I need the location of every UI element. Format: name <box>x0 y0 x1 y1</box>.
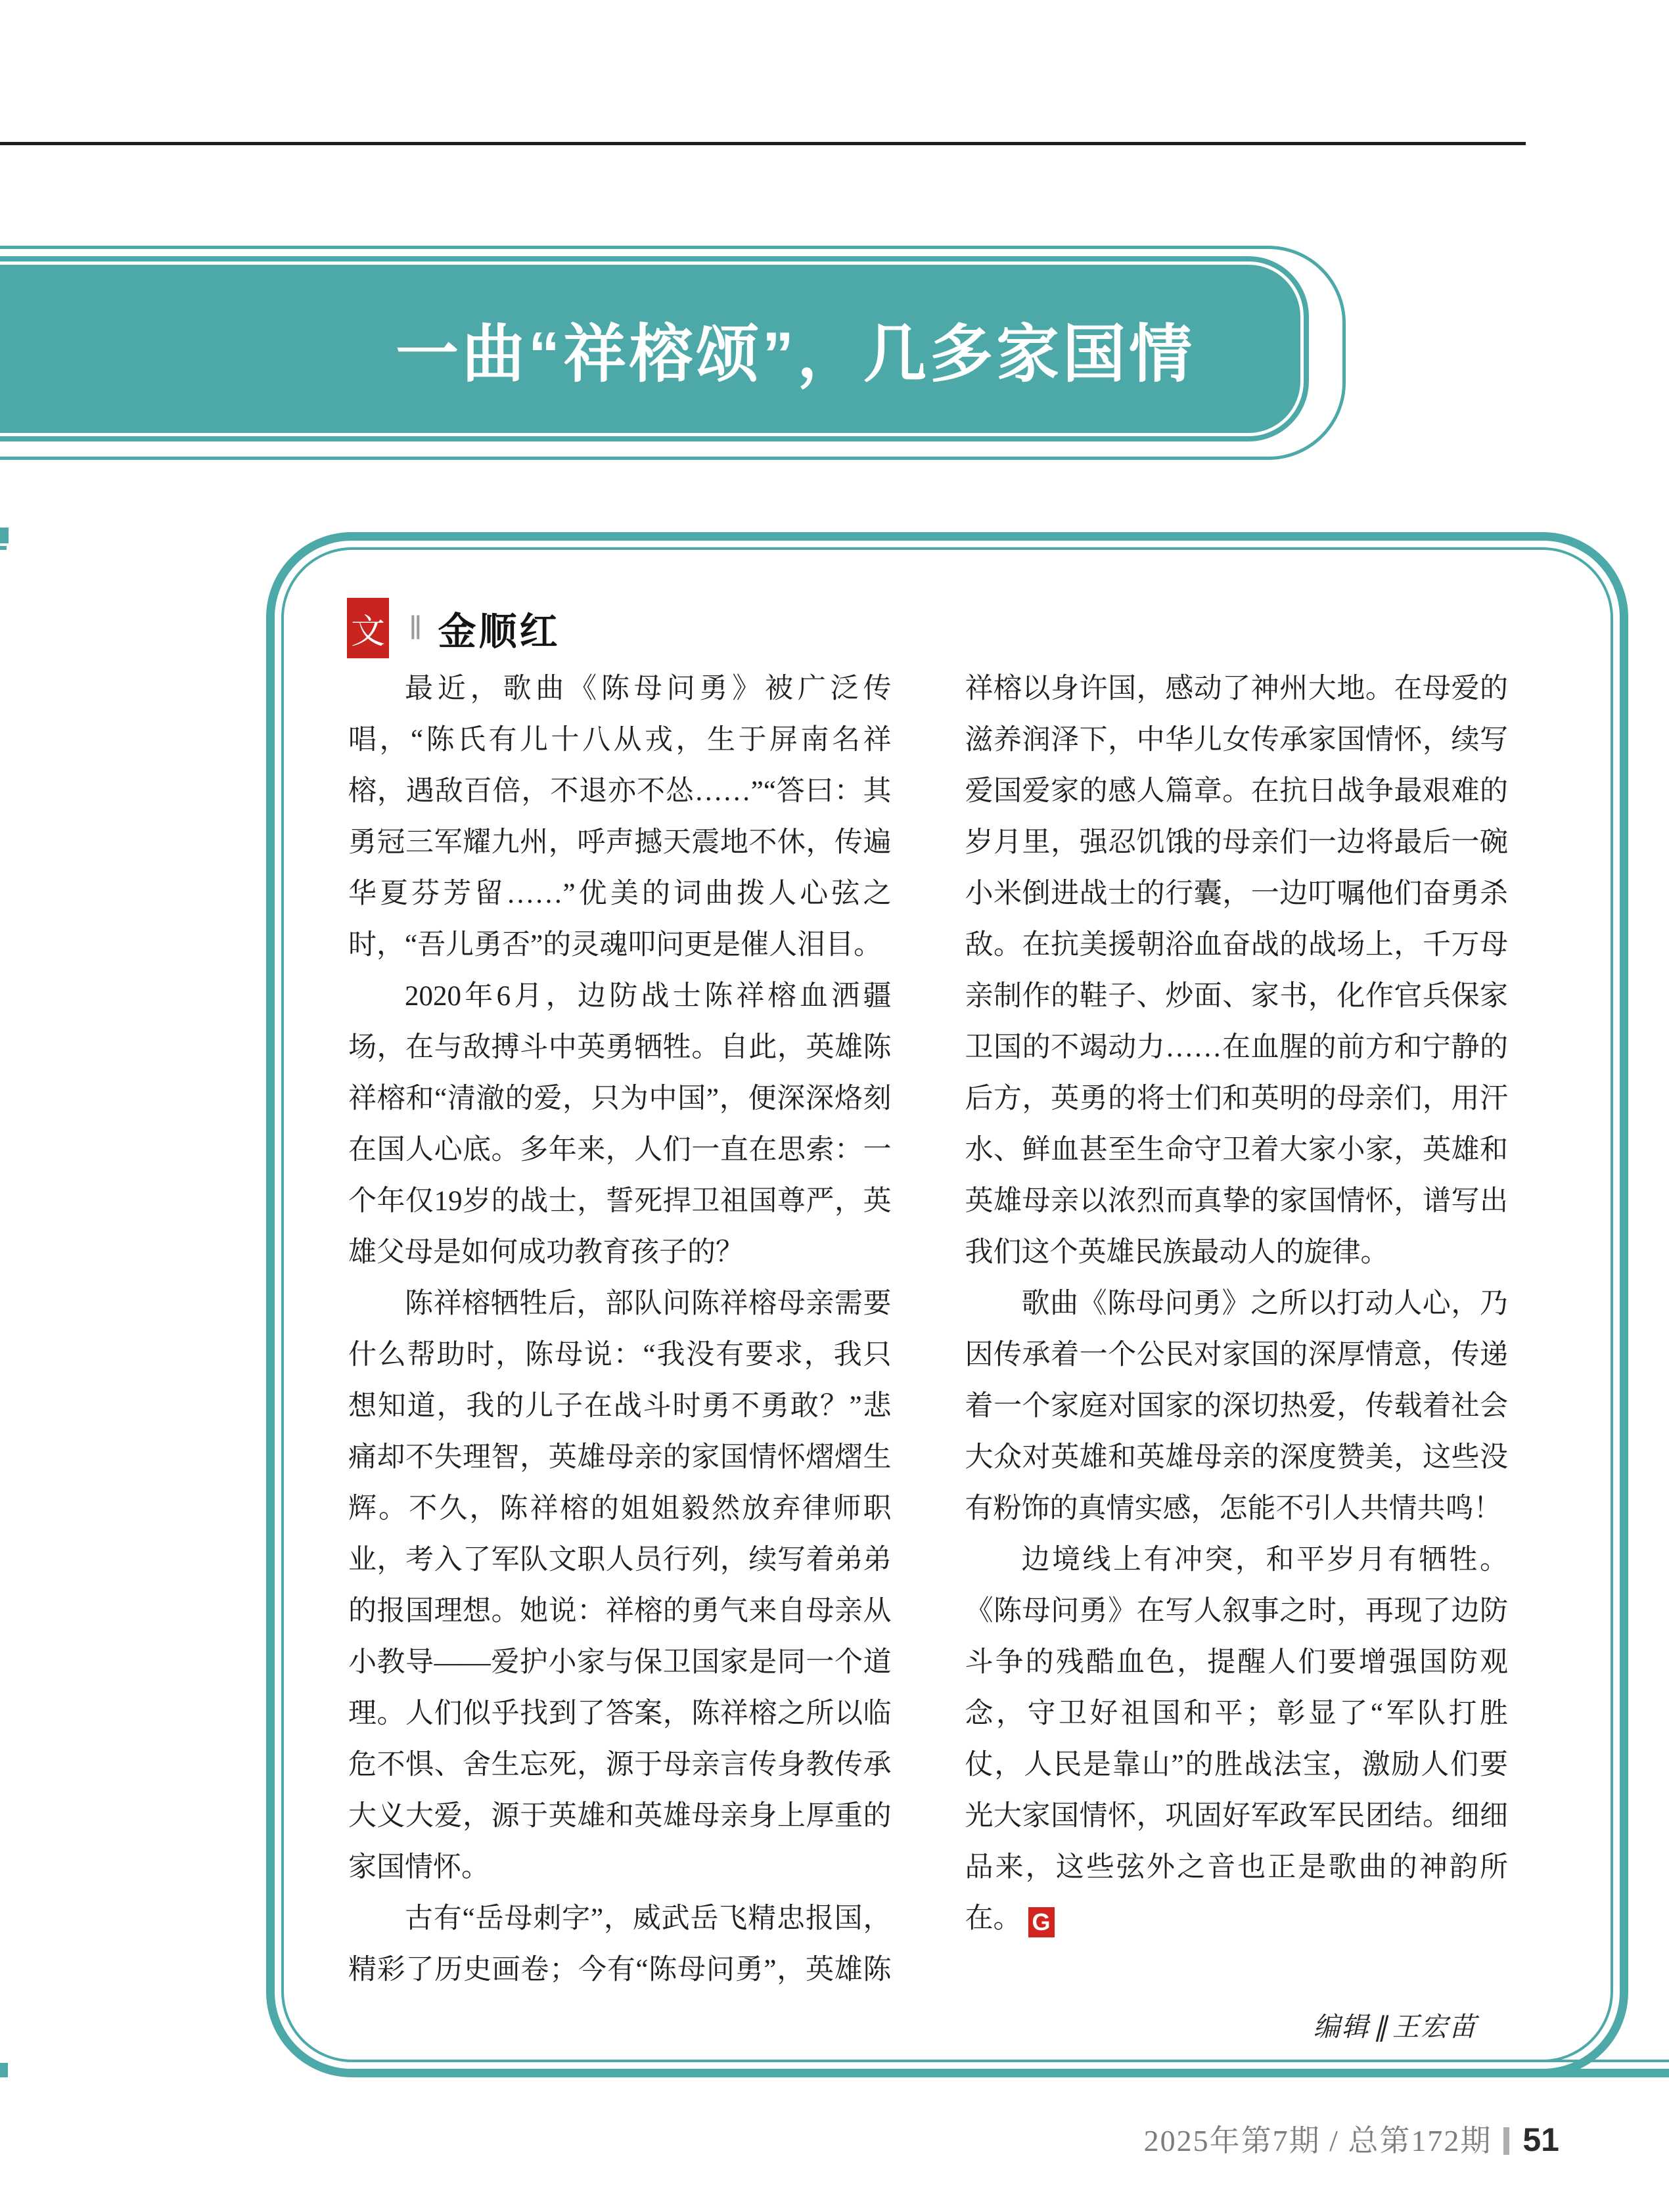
byline-separator: ‖ <box>409 610 423 646</box>
frame-bottom-bleed-thin <box>1511 2060 1669 2062</box>
article-paragraph <box>965 1535 1509 1945</box>
header-rule <box>0 142 1526 145</box>
byline <box>347 597 560 660</box>
article-title: 一曲“祥榕颂”，几多家国情 <box>396 319 1195 390</box>
article-paragraph-text: 边境线上有冲突，和平岁月有牺牲。《陈母问勇》在写人叙事之时，再现了边防斗争的残酷血色，提醒人们要增强国防观念，守卫好祖国和平；彰显了“军队打胜仗，人民是靠山”的胜战法宝，激励人们要光大家国情怀，巩固好军政军民团结。细细品来，这些弦外之音也正是歌曲的神韵所在。 <box>965 1545 1508 1934</box>
issue-info: 2025年第7期 / 总第172期 <box>1143 2124 1492 2157</box>
article-paragraph: 古有“岳母刺字”，威武岳飞精忠报国，精彩了历史画卷；今有“陈母问勇”，英雄陈祥榕以身许国，感动了神州大地。在母爱的滋养润泽下，中华儿女传承家国情怀，续写爱国爱家的感人篇章。在抗日战争最艰难的岁月里，强忍饥饿的母亲们一边将最后一碗小米倒进战士的行囊，一边叮嘱他们奋勇杀敌。在抗美援朝浴血奋战的战场上，千万母亲制作的鞋子、炒面、家书，化作官兵保家卫国的不竭动力……在血腥的前方和宁静的后方，英勇的将士们和英明的母亲们，用汗水、鲜血甚至生命守卫着大家小家，英雄和英雄母亲以浓烈而真挚的家国情怀，谱写出我们这个英雄民族最动人的旋律。 <box>348 673 1508 1985</box>
editor-name: 王宏苗 <box>1392 2012 1477 2042</box>
editor-credit <box>920 2005 1477 2044</box>
byline-label: 文 <box>350 613 385 651</box>
article-paragraph: 歌曲《陈母问勇》之所以打动人心，乃因传承着一个公民对家国的深厚情意，传递着一个家庭对国家的深切热爱，传载着社会大众对英雄和英雄母亲的深度赞美，这些没有粉饰的真情实感，怎能不引人共情共鸣！ <box>965 1288 1508 1524</box>
article-paragraph: 陈祥榕牺牲后，部队问陈祥榕母亲需要什么帮助时，陈母说：“我没有要求，我只想知道，我的儿子在战斗时勇不勇敢？”悲痛却不失理智，英雄母亲的家国情怀熠熠生辉。不久，陈祥榕的姐姐毅然放弃律师职业，考入了军队文职人员行列，续写着弟弟的报国理想。她说：祥榕的勇气来自母亲从小教导——爱护小家与保卫国家是同一个道理。人们似乎找到了答案，陈祥榕之所以临危不惧、舍生忘死，源于母亲言传身教传承大义大爱，源于英雄和英雄母亲身上厚重的家国情怀。 <box>348 1288 892 1883</box>
frame-bottom-bleed-thick <box>1511 2069 1669 2077</box>
article-body <box>348 664 1508 1997</box>
article-paragraph: 2020年6月，边防战士陈祥榕血洒疆场，在与敌搏斗中英勇牺牲。自此，英雄陈祥榕和“清澈的爱，只为中国”，便深深烙刻在国人心底。多年来，人们一直在思索：一个年仅19岁的战士，誓死捍卫祖国尊严，英雄父母是如何成功教育孩子的？ <box>348 981 892 1268</box>
title-banner <box>0 256 1309 441</box>
footer-divider <box>1503 2127 1509 2155</box>
article-end-mark: G <box>1028 1907 1055 1937</box>
byline-author: 金顺红 <box>438 610 560 653</box>
byline-label-box <box>347 598 389 658</box>
page-number: 51 <box>1522 2121 1559 2158</box>
gutter-bleed-mark-top <box>0 528 9 543</box>
article-paragraph: 最近，歌曲《陈母问勇》被广泛传唱，“陈氏有儿十八从戎，生于屏南名祥榕，遇敌百倍，不退亦不怂……”“答曰：其勇冠三军耀九州，呼声撼天震地不休，传遍华夏芬芳留……”优美的词曲拨人心弦之时，“吾儿勇否”的灵魂叩问更是催人泪目。 <box>348 673 892 960</box>
editor-separator: ∥ <box>1373 2012 1388 2042</box>
gutter-bleed-mark-bottom <box>0 2063 8 2077</box>
page-footer <box>920 2117 1559 2160</box>
gutter-bleed-mark-top-dash <box>0 546 7 550</box>
editor-label: 编辑 <box>1313 2012 1370 2042</box>
